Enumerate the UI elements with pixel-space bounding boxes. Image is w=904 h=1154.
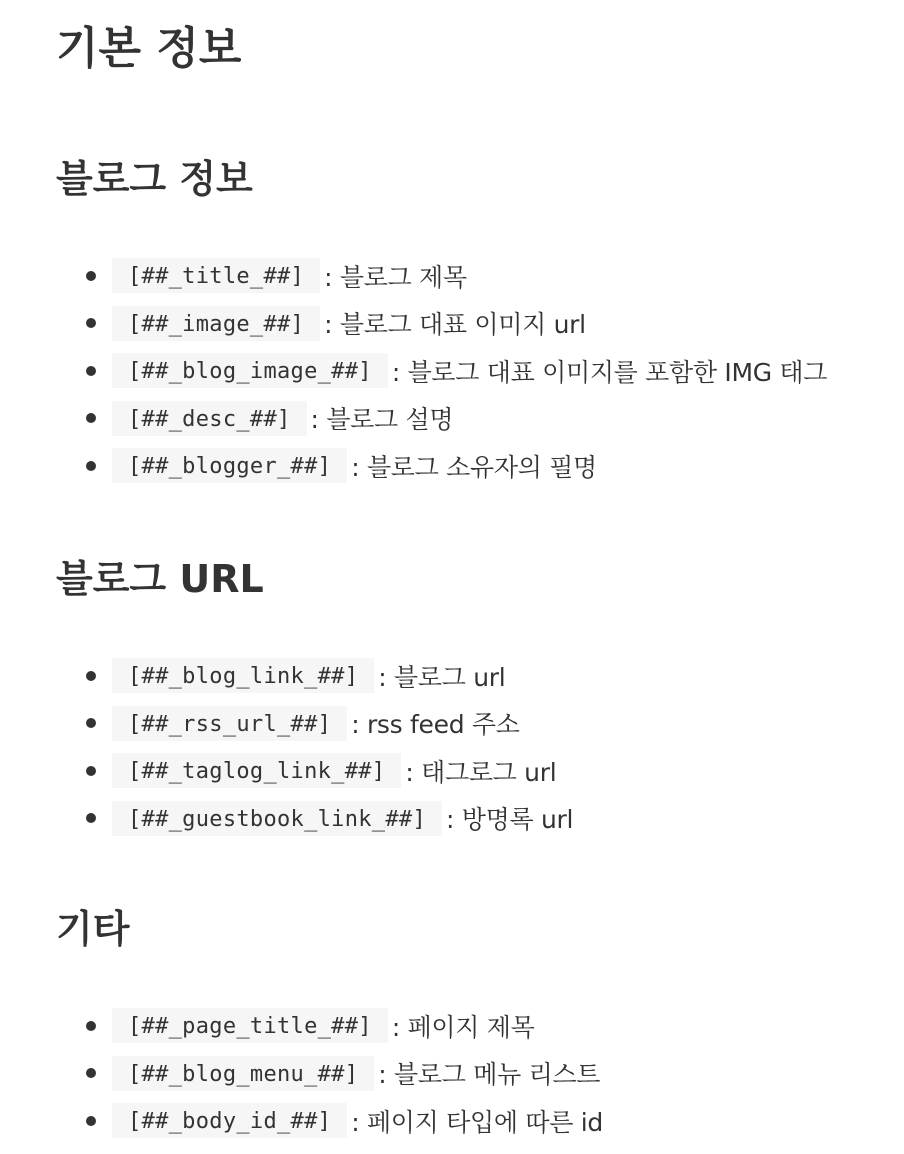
template-code: [##_desc_##] — [112, 401, 307, 436]
item-description: : 블로그 대표 이미지 url — [324, 310, 586, 340]
bullet-icon — [86, 813, 96, 823]
template-code: [##_body_id_##] — [112, 1103, 347, 1138]
list-item — [56, 442, 896, 490]
template-code: [##_blog_menu_##] — [112, 1056, 374, 1091]
bullet-icon — [86, 1021, 96, 1031]
item-description: : 페이지 타입에 따른 id — [351, 1107, 603, 1137]
list-item — [56, 1097, 896, 1145]
list-item — [56, 252, 896, 300]
bullet-icon — [86, 366, 96, 376]
template-code: [##_title_##] — [112, 258, 320, 293]
list-item — [56, 300, 896, 348]
template-code: [##_blogger_##] — [112, 448, 347, 483]
list-item — [56, 347, 896, 395]
list-item — [56, 700, 896, 748]
item-description: : 블로그 메뉴 리스트 — [378, 1060, 601, 1090]
list-item — [56, 1002, 896, 1050]
item-description: : 페이지 제목 — [391, 1012, 535, 1042]
list-item — [56, 1050, 896, 1098]
template-code: [##_image_##] — [112, 306, 320, 341]
template-code: [##_blog_link_##] — [112, 658, 374, 693]
item-description: : 블로그 대표 이미지를 포함한 IMG 태그 — [391, 357, 828, 387]
section-list-blog-url — [56, 652, 896, 842]
list-item — [56, 795, 896, 843]
list-item — [56, 395, 896, 443]
bullet-icon — [86, 461, 96, 471]
item-description: : 블로그 소유자의 필명 — [351, 452, 597, 482]
template-code: [##_rss_url_##] — [112, 706, 347, 741]
bullet-icon — [86, 1116, 96, 1126]
item-description: : 블로그 제목 — [324, 262, 467, 292]
bullet-icon — [86, 718, 96, 728]
list-item — [56, 747, 896, 795]
bullet-icon — [86, 271, 96, 281]
template-code: [##_page_title_##] — [112, 1008, 388, 1043]
item-description: : 블로그 url — [378, 662, 506, 692]
list-item — [56, 652, 896, 700]
section-heading-blog-url: 블로그 URL — [56, 557, 264, 601]
template-code: [##_guestbook_link_##] — [112, 801, 442, 836]
page-title: 기본 정보 — [56, 23, 242, 74]
item-description: : 태그로그 url — [405, 757, 557, 787]
bullet-icon — [86, 766, 96, 776]
section-list-etc — [56, 1002, 896, 1145]
item-description: : rss feed 주소 — [351, 710, 520, 740]
item-description: : 블로그 설명 — [310, 405, 454, 435]
bullet-icon — [86, 671, 96, 681]
bullet-icon — [86, 1068, 96, 1078]
section-list-blog-info — [56, 252, 896, 490]
section-heading-blog-info: 블로그 정보 — [56, 157, 253, 201]
template-code: [##_blog_image_##] — [112, 353, 388, 388]
item-description: : 방명록 url — [446, 805, 574, 835]
bullet-icon — [86, 413, 96, 423]
template-code: [##_taglog_link_##] — [112, 753, 401, 788]
bullet-icon — [86, 318, 96, 328]
section-heading-etc: 기타 — [56, 907, 130, 951]
